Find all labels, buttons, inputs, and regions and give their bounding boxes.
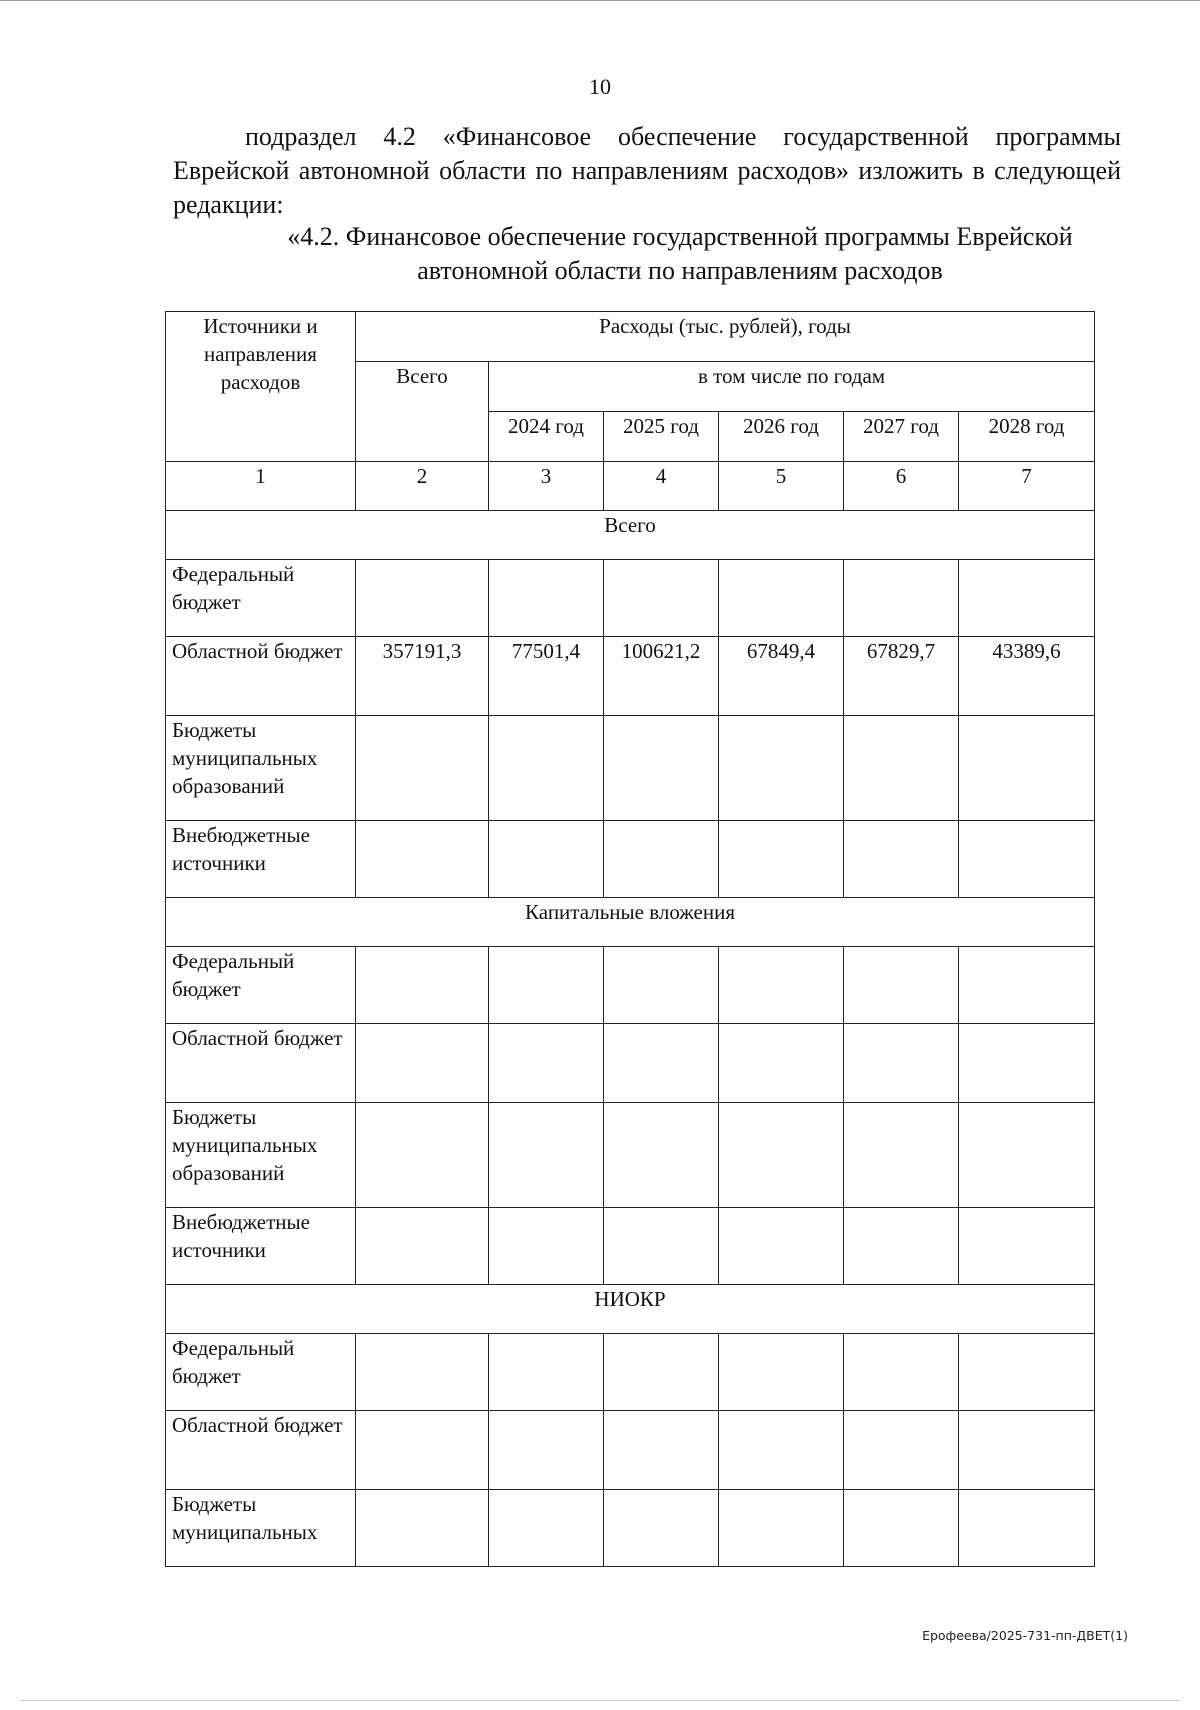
column-number: 1 bbox=[166, 462, 356, 511]
row-value bbox=[489, 821, 604, 898]
row-value bbox=[844, 821, 959, 898]
section-heading: «4.2. Финансовое обеспечение государственной программы Еврейской автономной области по направлениям расходов bbox=[287, 222, 1073, 285]
row-value: 43389,6 bbox=[959, 637, 1095, 716]
row-value bbox=[719, 560, 844, 637]
row-label: Областной бюджет bbox=[166, 1024, 356, 1103]
row-value bbox=[489, 716, 604, 821]
row-label: Областной бюджет bbox=[166, 637, 356, 716]
row-value bbox=[719, 1208, 844, 1285]
row-value bbox=[604, 947, 719, 1024]
row-value bbox=[959, 560, 1095, 637]
header-total: Всего bbox=[356, 362, 489, 462]
row-value bbox=[356, 560, 489, 637]
table-row bbox=[166, 1490, 1095, 1567]
row-value bbox=[489, 1208, 604, 1285]
row-value bbox=[604, 1208, 719, 1285]
row-value bbox=[604, 716, 719, 821]
table-row bbox=[166, 947, 1095, 1024]
row-value bbox=[356, 821, 489, 898]
row-value bbox=[844, 947, 959, 1024]
row-value bbox=[604, 560, 719, 637]
column-number: 7 bbox=[959, 462, 1095, 511]
row-value bbox=[844, 1208, 959, 1285]
scan-edge-top bbox=[0, 0, 1200, 1]
section-row bbox=[166, 1285, 1095, 1334]
row-value bbox=[356, 1411, 489, 1490]
header-year: 2026 год bbox=[719, 412, 844, 462]
section-title: НИОКР bbox=[166, 1285, 1095, 1334]
row-value bbox=[604, 1024, 719, 1103]
row-value bbox=[489, 1103, 604, 1208]
header-year: 2025 год bbox=[604, 412, 719, 462]
row-value bbox=[489, 560, 604, 637]
row-value bbox=[356, 1490, 489, 1567]
row-value: 357191,3 bbox=[356, 637, 489, 716]
row-value bbox=[489, 1334, 604, 1411]
row-value bbox=[604, 1490, 719, 1567]
row-label: Областной бюджет bbox=[166, 1411, 356, 1490]
row-value: 77501,4 bbox=[489, 637, 604, 716]
table-row bbox=[166, 821, 1095, 898]
row-value bbox=[959, 1024, 1095, 1103]
table-row bbox=[166, 560, 1095, 637]
section-row bbox=[166, 898, 1095, 947]
column-number: 4 bbox=[604, 462, 719, 511]
row-value bbox=[959, 947, 1095, 1024]
row-value bbox=[959, 1103, 1095, 1208]
row-value bbox=[959, 1208, 1095, 1285]
row-value bbox=[489, 947, 604, 1024]
row-value bbox=[604, 1103, 719, 1208]
intro-paragraph: подраздел 4.2 «Финансовое обеспечение государственной программы Еврейской автономной области по направлениям расходов» изложить в следующей редакции: bbox=[173, 122, 1121, 219]
section-row bbox=[166, 511, 1095, 560]
row-value bbox=[844, 1490, 959, 1567]
row-label: Внебюджетные источники bbox=[166, 821, 356, 898]
row-value bbox=[356, 716, 489, 821]
section-title: Капитальные вложения bbox=[166, 898, 1095, 947]
header-year: 2028 год bbox=[959, 412, 1095, 462]
row-value bbox=[719, 1334, 844, 1411]
document-reference: Ерофеева/2025-731-пп-ДВЕТ(1) bbox=[922, 1628, 1128, 1643]
row-value bbox=[719, 1490, 844, 1567]
column-number: 2 bbox=[356, 462, 489, 511]
row-value bbox=[959, 821, 1095, 898]
table-row bbox=[166, 1024, 1095, 1103]
table-row bbox=[166, 637, 1095, 716]
row-value bbox=[356, 1334, 489, 1411]
row-value: 100621,2 bbox=[604, 637, 719, 716]
scan-edge-bottom bbox=[20, 1700, 1180, 1701]
table-row bbox=[166, 1208, 1095, 1285]
header-by-years: в том числе по годам bbox=[489, 362, 1095, 412]
row-label: Бюджеты муниципальных образований bbox=[166, 716, 356, 821]
table-row bbox=[166, 1103, 1095, 1208]
section-title: Всего bbox=[166, 511, 1095, 560]
row-value bbox=[844, 1024, 959, 1103]
row-value bbox=[356, 947, 489, 1024]
table-row bbox=[166, 716, 1095, 821]
header-sources: Источники и направления расходов bbox=[166, 312, 356, 462]
row-value bbox=[844, 716, 959, 821]
row-value bbox=[489, 1411, 604, 1490]
row-value bbox=[719, 821, 844, 898]
row-value bbox=[719, 1103, 844, 1208]
row-value bbox=[844, 1411, 959, 1490]
row-value bbox=[489, 1024, 604, 1103]
column-number: 3 bbox=[489, 462, 604, 511]
header-year: 2024 год bbox=[489, 412, 604, 462]
row-value bbox=[959, 1490, 1095, 1567]
column-number: 6 bbox=[844, 462, 959, 511]
row-value bbox=[844, 1103, 959, 1208]
row-label: Федеральный бюджет bbox=[166, 947, 356, 1024]
header-expenses: Расходы (тыс. рублей), годы bbox=[356, 312, 1095, 362]
row-value bbox=[719, 1411, 844, 1490]
row-label: Бюджеты муниципальных bbox=[166, 1490, 356, 1567]
row-value bbox=[959, 1411, 1095, 1490]
row-value bbox=[719, 1024, 844, 1103]
row-value bbox=[959, 716, 1095, 821]
row-value bbox=[844, 560, 959, 637]
table-row bbox=[166, 1411, 1095, 1490]
row-value bbox=[959, 1334, 1095, 1411]
row-value bbox=[604, 1411, 719, 1490]
row-value bbox=[604, 1334, 719, 1411]
row-value bbox=[356, 1103, 489, 1208]
row-value bbox=[489, 1490, 604, 1567]
row-value bbox=[356, 1208, 489, 1285]
row-value bbox=[356, 1024, 489, 1103]
table-row bbox=[166, 1334, 1095, 1411]
page-number: 10 bbox=[589, 74, 611, 99]
row-label: Внебюджетные источники bbox=[166, 1208, 356, 1285]
row-value bbox=[604, 821, 719, 898]
column-number: 5 bbox=[719, 462, 844, 511]
row-value bbox=[844, 1334, 959, 1411]
financing-table bbox=[165, 311, 1095, 1567]
row-value: 67849,4 bbox=[719, 637, 844, 716]
row-value bbox=[719, 947, 844, 1024]
header-year: 2027 год bbox=[844, 412, 959, 462]
row-label: Федеральный бюджет bbox=[166, 1334, 356, 1411]
row-label: Федеральный бюджет bbox=[166, 560, 356, 637]
row-label: Бюджеты муниципальных образований bbox=[166, 1103, 356, 1208]
row-value: 67829,7 bbox=[844, 637, 959, 716]
row-value bbox=[719, 716, 844, 821]
